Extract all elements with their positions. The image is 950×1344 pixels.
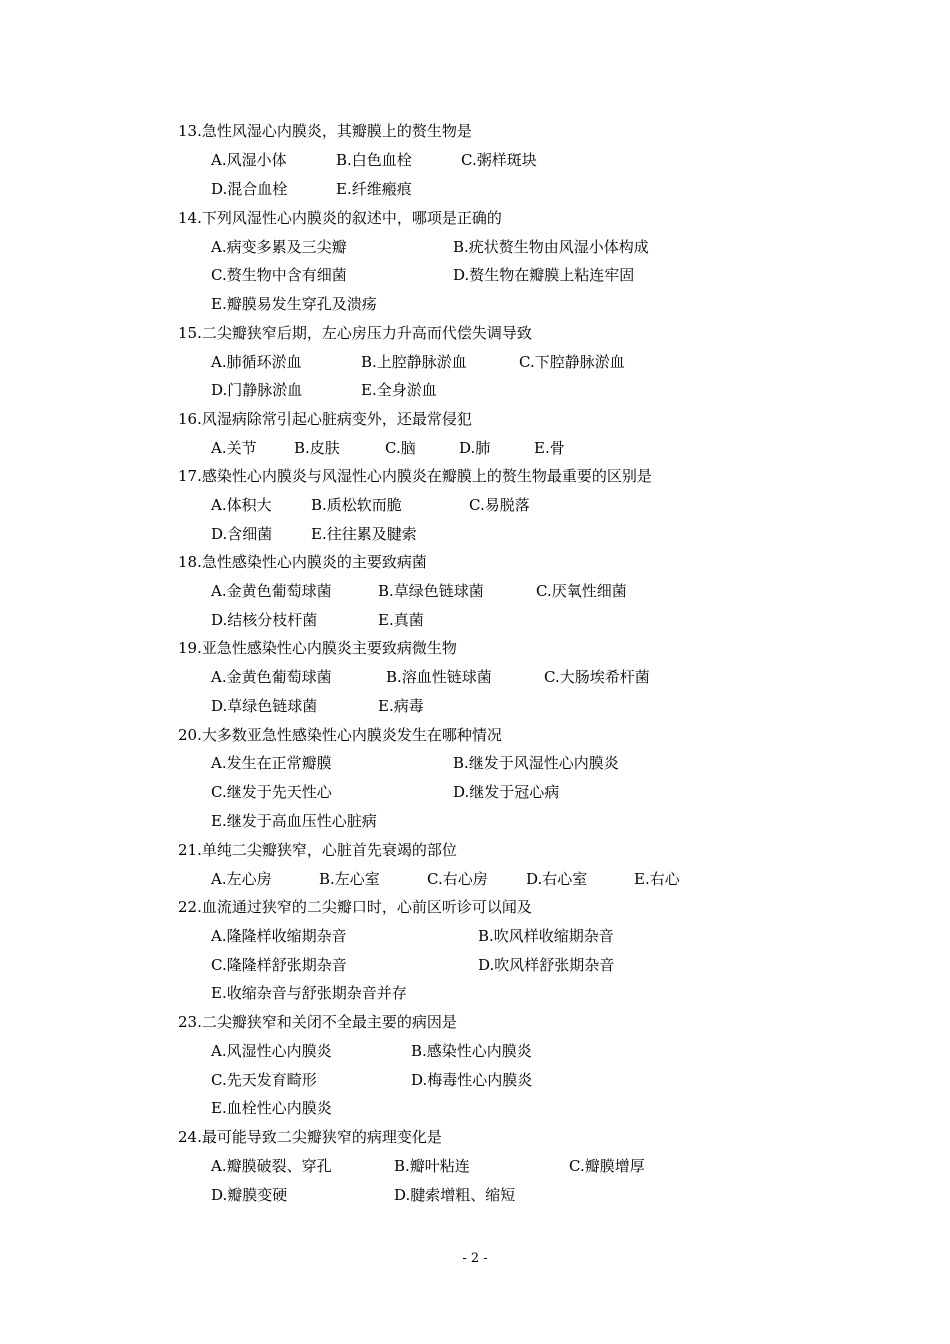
option: D.吹风样舒张期杂音 (478, 956, 615, 974)
question-15-stem: 15.二尖瓣狭窄后期，左心房压力升高而代偿失调导致 (178, 324, 532, 342)
option: A.风湿小体 (211, 151, 287, 169)
option: B.白色血栓 (336, 151, 412, 169)
option: A.金黄色葡萄球菌 (211, 582, 332, 600)
option: B.皮肤 (294, 439, 340, 457)
page-number: - 2 - (462, 1251, 488, 1266)
option: A.关节 (211, 439, 257, 457)
option: D.腱索增粗、缩短 (394, 1186, 516, 1204)
option: B.继发于风湿性心内膜炎 (453, 754, 619, 772)
option: E.右心 (634, 870, 680, 888)
option: C.粥样斑块 (461, 151, 537, 169)
option: A.体积大 (211, 496, 272, 514)
option: A.发生在正常瓣膜 (211, 754, 332, 772)
option: C.赘生物中含有细菌 (211, 266, 347, 284)
option: D.草绿色链球菌 (211, 697, 318, 715)
question-22-stem: 22.血流通过狭窄的二尖瓣口时，心前区听诊可以闻及 (178, 898, 532, 916)
option: D.赘生物在瓣膜上粘连牢固 (453, 266, 635, 284)
option: E.骨 (534, 439, 565, 457)
question-20-stem: 20.大多数亚急性感染性心内膜炎发生在哪种情况 (178, 726, 502, 744)
option: B.疣状赘生物由风湿小体构成 (453, 238, 649, 256)
option: C.易脱落 (469, 496, 530, 514)
option: E.病毒 (378, 697, 424, 715)
option: C.大肠埃希杆菌 (544, 668, 650, 686)
option: C.下腔静脉淤血 (519, 353, 625, 371)
option: B.溶血性链球菌 (386, 668, 492, 686)
option: A.风湿性心内膜炎 (211, 1042, 332, 1060)
question-16-stem: 16.风湿病除常引起心脏病变外，还最常侵犯 (178, 410, 472, 428)
option: B.吹风样收缩期杂音 (478, 927, 614, 945)
option: D.梅毒性心内膜炎 (411, 1071, 533, 1089)
option: E.血栓性心内膜炎 (211, 1099, 332, 1117)
option: D.混合血栓 (211, 180, 288, 198)
option: D.门静脉淤血 (211, 381, 303, 399)
question-23-stem: 23.二尖瓣狭窄和关闭不全最主要的病因是 (178, 1013, 457, 1031)
option: C.先天发育畸形 (211, 1071, 317, 1089)
question-14-stem: 14.下列风湿性心内膜炎的叙述中，哪项是正确的 (178, 209, 502, 227)
question-13-stem: 13.急性风湿心内膜炎，其瓣膜上的赘生物是 (178, 122, 472, 140)
option: E.全身淤血 (361, 381, 437, 399)
option: E.瓣膜易发生穿孔及溃疡 (211, 295, 377, 313)
option: E.继发于高血压性心脏病 (211, 812, 377, 830)
question-24-stem: 24.最可能导致二尖瓣狭窄的病理变化是 (178, 1128, 442, 1146)
option: B.瓣叶粘连 (394, 1157, 470, 1175)
option: B.质松软而脆 (311, 496, 402, 514)
option: B.感染性心内膜炎 (411, 1042, 532, 1060)
option: D.肺 (459, 439, 491, 457)
option: C.隆隆样舒张期杂音 (211, 956, 347, 974)
option: D.右心室 (526, 870, 588, 888)
option: D.瓣膜变硬 (211, 1186, 288, 1204)
question-19-stem: 19.亚急性感染性心内膜炎主要致病微生物 (178, 639, 457, 657)
option: A.肺循环淤血 (211, 353, 302, 371)
option: D.继发于冠心病 (453, 783, 560, 801)
option: A.病变多累及三尖瓣 (211, 238, 347, 256)
option: C.厌氧性细菌 (536, 582, 627, 600)
option: E.往往累及腱索 (311, 525, 417, 543)
option: C.右心房 (427, 870, 488, 888)
option: D.含细菌 (211, 525, 273, 543)
option: B.草绿色链球菌 (378, 582, 484, 600)
option: E.纤维瘢痕 (336, 180, 412, 198)
option: B.左心室 (319, 870, 380, 888)
question-18-stem: 18.急性感染性心内膜炎的主要致病菌 (178, 553, 427, 571)
question-17-stem: 17.感染性心内膜炎与风湿性心内膜炎在瓣膜上的赘生物最重要的区别是 (178, 467, 652, 485)
option: C.继发于先天性心 (211, 783, 332, 801)
option: D.结核分枝杆菌 (211, 611, 318, 629)
option: A.金黄色葡萄球菌 (211, 668, 332, 686)
option: E.收缩杂音与舒张期杂音并存 (211, 984, 407, 1002)
option: A.隆隆样收缩期杂音 (211, 927, 347, 945)
option: A.左心房 (211, 870, 272, 888)
option: A.瓣膜破裂、穿孔 (211, 1157, 332, 1175)
question-21-stem: 21.单纯二尖瓣狭窄，心脏首先衰竭的部位 (178, 841, 457, 859)
option: C.脑 (385, 439, 416, 457)
option: E.真菌 (378, 611, 424, 629)
option: B.上腔静脉淤血 (361, 353, 467, 371)
option: C.瓣膜增厚 (569, 1157, 645, 1175)
